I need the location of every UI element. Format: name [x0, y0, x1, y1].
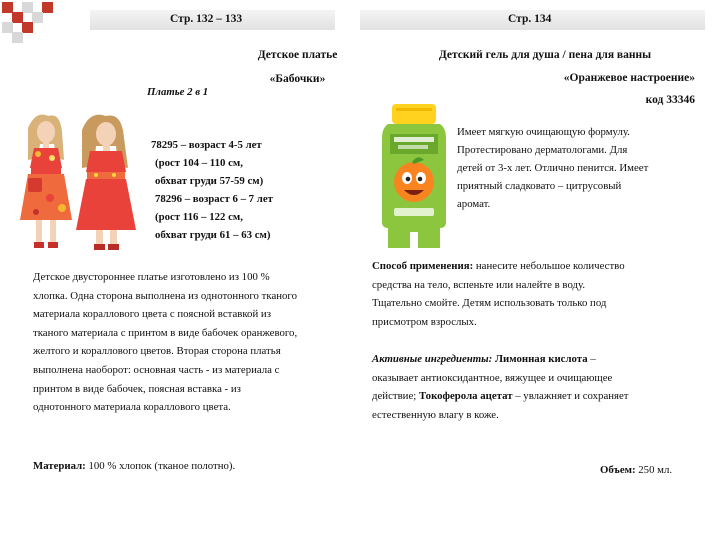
volume-value: 250 мл. [635, 464, 673, 476]
gel-bottle-photo [378, 104, 450, 250]
size-line: (рост 104 – 110 см, [155, 157, 243, 169]
dress-photo [18, 108, 136, 250]
size-line: 78296 – возраст 6 – 7 лет [155, 193, 273, 205]
ingredients-label: Активные ингредиенты: [372, 353, 493, 365]
right-page-numbers: Стр. 134 [508, 13, 552, 25]
size-line: обхват груди 57-59 см) [155, 175, 264, 187]
material-value: 100 % хлопок (тканое полотно). [85, 460, 236, 472]
dress-subtitle: Платье 2 в 1 [147, 86, 209, 98]
dress-title: Детское платье «Бабочки» [257, 49, 338, 85]
girl-right [76, 115, 136, 250]
volume-label: Объем: [600, 464, 636, 476]
gel-usage: Способ применения: нанесите небольшое количество средства на тело, вспеньте или налейте в воду. Тщательно смойте. Детям использовать только под присмотром взрослых. [372, 260, 625, 328]
gel-title: Детский гель для душа / пена для ванны «Оранжевое настроение» код 33346 [438, 49, 695, 106]
material-label: Материал: [33, 460, 86, 472]
usage-label: Способ применения: [372, 260, 474, 272]
gel-ingredients: Активные ингредиенты: Лимонная кислота – оказывает антиоксидантное, вяжущее и очищающее действие; Токоферола ацетат – увлажняет и сохраняет естественную влагу в коже. [372, 353, 629, 421]
size-line: 78295 – возраст 4-5 лет [151, 139, 262, 151]
size-line: обхват груди 61 – 63 см) [155, 229, 271, 241]
size-line: (рост 116 – 122 см, [155, 211, 243, 223]
dress-sizes [151, 136, 273, 244]
left-page-numbers: Стр. 132 – 133 [170, 13, 243, 25]
gel-intro: Имеет мягкую очищающую формулу. Протестировано дерматологами. Для детей от 3-х лет. Отлично пенится. Имеет приятный сладковато – цитрусовый аромат. [457, 126, 649, 210]
gel-volume [600, 461, 672, 480]
girl-left [20, 115, 72, 249]
dress-material [33, 457, 235, 476]
dress-description: Детское двустороннее платье изготовлено из 100 % хлопка. Одна сторона выполнена из однотонного тканого материала кораллового цвета с поясной вставкой из тканого материала с принтом в виде бабочек оранжевого, желтого и кораллового цветов. Вторая сторона платья выполнена наоборот: основная часть - из материала с принтом в виде бабочек, поясная вставка - из однотонного материала кораллового цвета. [33, 271, 298, 414]
